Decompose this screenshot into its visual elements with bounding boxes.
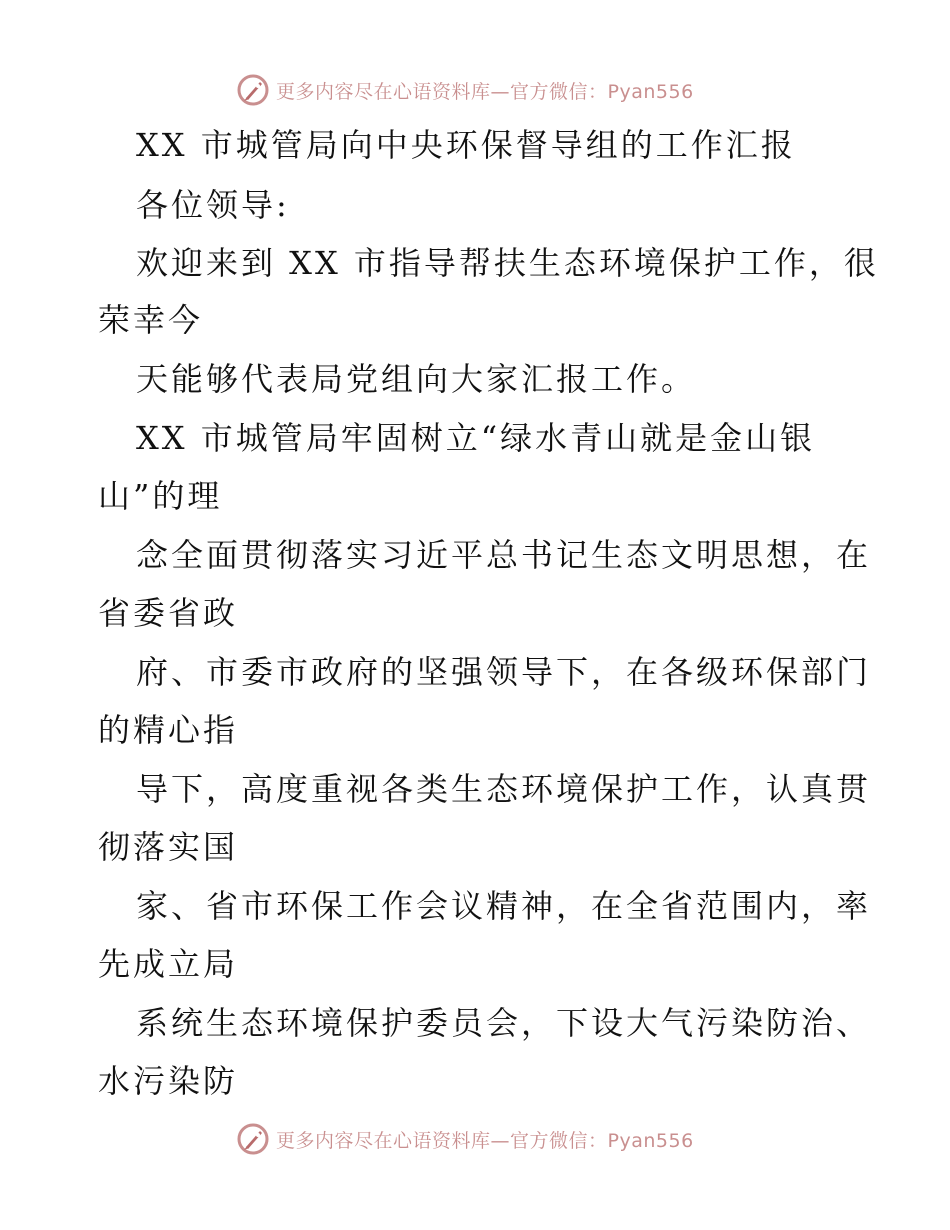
doc-line: 系统生态环境保护委员会，下设大气污染防治、 [136,1004,872,1042]
quill-logo-icon [236,1122,270,1156]
doc-line: 的精心指 [98,711,239,749]
doc-line: 欢迎来到 XX 市指导帮扶生态环境保护工作，很 [136,244,879,282]
quill-logo-icon [236,73,270,107]
doc-line: 各位领导: [136,186,290,224]
doc-line: 家、省市环保工作会议精神，在全省范围内，率 [136,887,872,925]
watermark-text: 更多内容尽在心语资料库—官方微信：Pyan556 [276,1129,694,1152]
doc-line: 导下，高度重视各类生态环境保护工作，认真贯 [136,770,872,808]
doc-title: XX 市城管局向中央环保督导组的工作汇报 [136,126,796,164]
doc-line: 念全面贯彻落实习近平总书记生态文明思想，在 [136,536,872,574]
doc-line: 荣幸今 [98,301,204,339]
doc-line: 山”的理 [98,477,223,515]
doc-line: XX 市城管局牢固树立“绿水青山就是金山银 [136,419,816,457]
doc-line: 天能够代表局党组向大家汇报工作。 [136,360,697,398]
doc-line: 水污染防 [98,1062,239,1100]
footer-watermark [236,1121,694,1157]
doc-line: 省委省政 [98,594,239,632]
header-watermark [236,72,694,108]
doc-line: 府、市委市政府的坚强领导下，在各级环保部门 [136,653,872,691]
doc-line: 彻落实国 [98,828,239,866]
watermark-text: 更多内容尽在心语资料库—官方微信：Pyan556 [276,80,694,103]
doc-line: 先成立局 [98,945,239,983]
